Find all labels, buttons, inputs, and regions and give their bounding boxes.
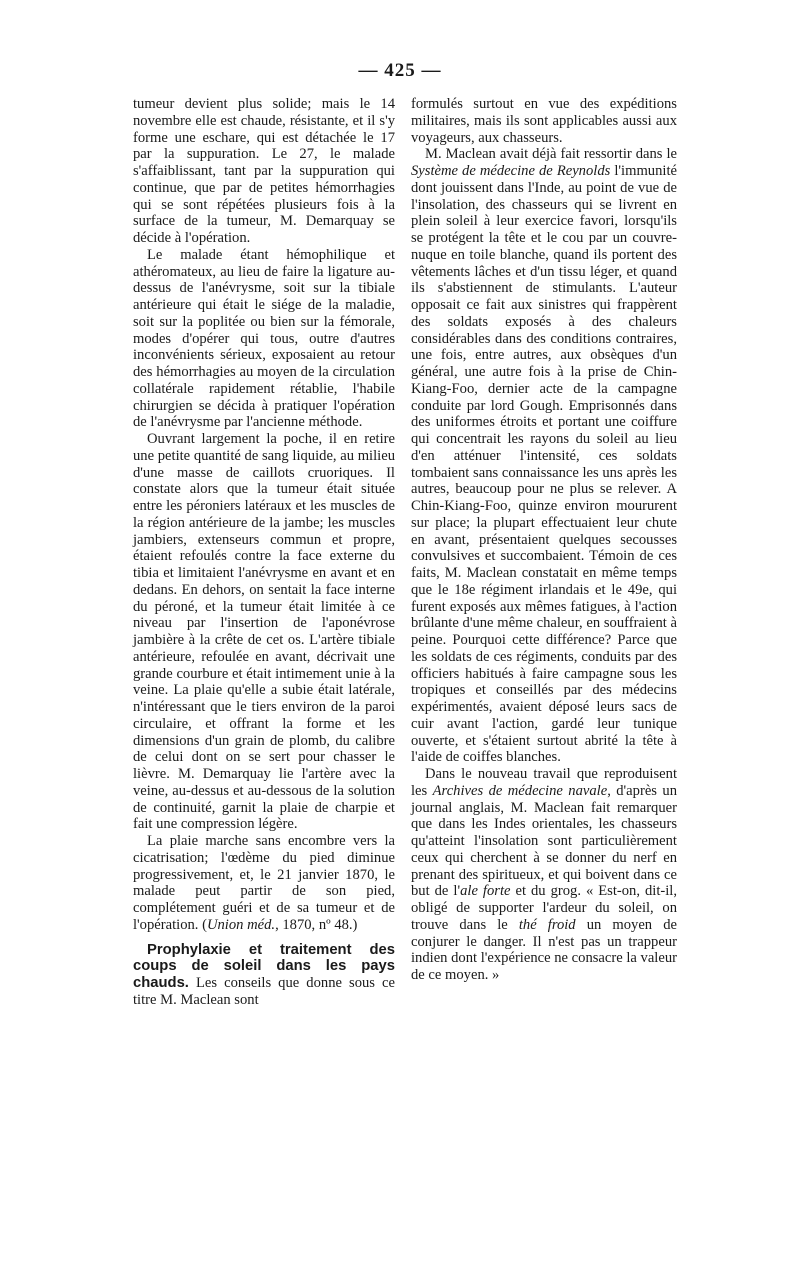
cited-work: Système de médecine de Reynolds [411,163,611,179]
paragraph-text: et du grog. « Est-on, dit-il, obligé de supporter l'ardeur du soleil, on trouve dans le [411,883,678,933]
left-column [133,96,395,1009]
paragraph [411,146,677,766]
paragraph-text: M. Maclean avait déjà fait ressortir dans le [425,146,677,163]
source-title: Union méd. [206,916,276,933]
paragraph-text: Les conseils que donne sous ce titre M. Maclean sont [133,975,395,1008]
source-ref: , 1870, nº 48.) [275,916,358,933]
cited-journal: Archives de médecine navale [432,782,608,799]
italic-term: ale forte [460,883,511,900]
paragraph: tumeur devient plus solide; mais le 14 novembre elle est chaude, résistante, et il s'y forme une eschare, qui est détachée le 17 par la suppuration. Le 27, le malade s'affaiblissant, tant par la suppuration qui continue, que par de petites hémorrhagies qui se sont répétées plusieurs fois à la surface de la tumeur, M. Demarquay se décide à l'opération. [133,96,395,246]
section-paragraph [133,942,395,1009]
right-column [411,96,677,984]
paragraph-text: Dans le nouveau travail que reproduisent les [411,766,677,799]
paragraph: formulés surtout en vue des expéditions militaires, mais ils sont applicables aussi aux voyageurs, aux chasseurs. [411,96,677,146]
paragraph-text: La plaie marche sans encombre vers la cicatrisation; l'œdème du pied diminue progressivement, et, le 21 janvier 1870, le malade peut partir de son pied, complétement guéri et de sa tumeur et de l'opération. ( [133,833,395,933]
paragraph-text: l'immunité dont jouissent dans l'Inde, au point de vue de l'insolation, des chasseurs qui se livrent en plein soleil à leur exercice favori, lorsqu'ils se protégent la tête et le cou par un couvre-nuque en toile blanche, quand ils portent des vêtements lâches et d'un tissu léger, et quand ils s'abstiennent de stimulants. L'auteur opposait ce fait aux sinistres qui frappèrent des soldats exposés à des chaleurs considérables dans des conditions contraires, une fois, entre autres, aux obsèques d'un général, une autre fois à la prise de Chin-Kiang-Foo, dernier acte de la campagne conduite par lord Gough. Emprisonnés dans des uniformes étroits et portant une coiffure qui concentrait les rayons du soleil au lieu d'en atténuer l'intensité, ces soldats tombaient sans connaissance les uns après les autres, beaucoup pour ne plus se relever. A Chin-Kiang-Foo, quinze environ moururent sur place; la plupart effectuaient leur chute en avant, présentaient quelques secousses convulsives et succombaient. Témoin de ces faits, M. Maclean constatait en même temps que le 18e régiment irlandais et le 49e, qui furent exposés aux mêmes fatigues, à l'action brûlante d'une même chaleur, en souffraient à peine. Pourquoi cette différence? Parce que les soldats de ces régiments, conduits par des officiers habitués à faire campagne sous les tropiques et conseillés par des médecins expérimentés, avaient déposé leurs sacs de cuir avant l'action, gardé leur tunique ouverte, et s'étaient surtout abrité la tête à l'aide de coiffes blanches. [411,163,677,766]
italic-term: thé froid [518,916,576,933]
paragraph: Le malade étant hémophilique et athéromateux, au lieu de faire la ligature au-dessus de l'anévrysme, soit sur la tibiale antérieure qui était le siége de la maladie, soit sur la poplitée ou bien sur la fémorale, modes d'opérer qui tous, outre d'autres inconvénients sérieux, exposaient au retour des hémorrhagies au moyen de la circulation collatérale rapidement rétablie, l'habile chirurgien se décida à pratiquer l'opération de l'anévrysme par l'ancienne méthode. [133,246,395,431]
paragraph-text: un moyen de conjurer le danger. Il n'est pas un trappeur indien dont l'expérience ne consacre la valeur de ce moyen. » [411,916,678,983]
paragraph [133,833,395,934]
page-number: — 425 — [358,60,442,81]
paragraph: Ouvrant largement la poche, il en retire une petite quantité de sang liquide, au milieu d'une masse de caillots cruoriques. Il constate alors que la tumeur était située entre les péroniers latéraux et les muscles de la région antérieure de la jambe; les muscles jambiers, extenseurs commun et propre, étaient refoulés contre la face externe du tibia et limitaient l'anévrysme en avant et en dedans. En dehors, on sentait la face interne du péroné, et la tumeur était limitée à ce niveau par l'insertion de l'aponévrose jambière à la crête de cet os. L'artère tibiale antérieure, refoulée en avant, décrivait une grande courbure et était intimement unie à la veine. La plaie qu'elle a subie était latérale, n'intéressant que le tiers environ de la paroi circulaire, et offrant la forme et les dimensions d'un grain de plomb, du calibre de celui dont on se sert pour chasser le lièvre. M. Demarquay lie l'artère avec la veine, au-dessus et au-dessous de la solution de continuité, garnit la plaie de charpie et fait une compression légère. [133,431,395,833]
paragraph [411,766,677,984]
paragraph-text: , d'après un journal anglais, M. Maclean fait remarquer que dans les Indes orientales, les chasseurs qu'atteint l'insolation sont particulièrement ceux qui cherchent à se donner du nerf en prenant des spiritueux, et qui boivent dans ce but de l' [411,782,677,900]
section-heading: Prophylaxie et traitement des coups de soleil dans les pays chauds. [133,941,395,991]
